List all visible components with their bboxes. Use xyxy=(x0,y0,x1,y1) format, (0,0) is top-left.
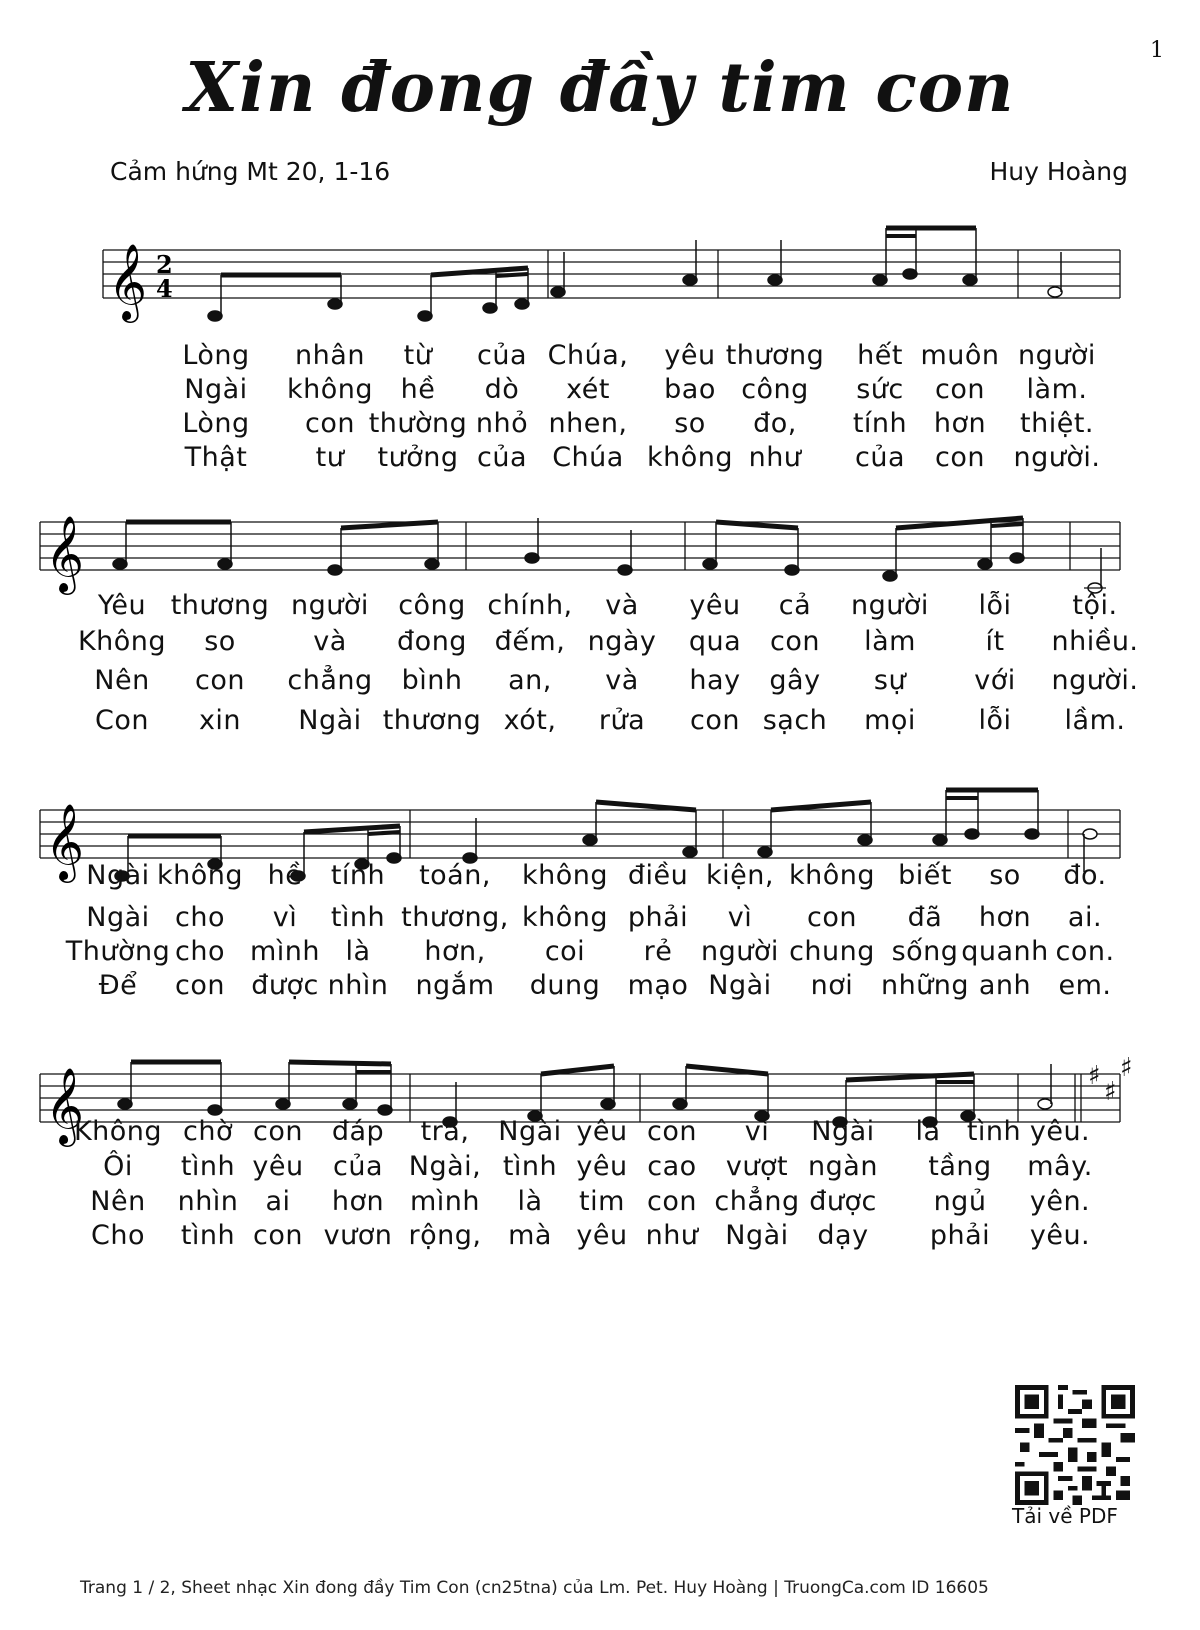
lyric-syllable: em. xyxy=(1058,970,1112,1001)
lyrics-1-verse-2 xyxy=(0,374,1200,408)
lyric-syllable: thương xyxy=(170,590,270,621)
lyric-syllable: tình xyxy=(180,1151,236,1182)
lyric-syllable: sự xyxy=(873,665,907,696)
composer-name: Huy Hoàng xyxy=(989,157,1128,186)
lyric-syllable: tình xyxy=(966,1116,1022,1147)
svg-text:♯: ♯ xyxy=(1088,1061,1101,1091)
lyric-syllable: Yêu xyxy=(97,590,147,621)
lyric-syllable: thường xyxy=(368,408,468,439)
lyric-syllable: hơn xyxy=(933,408,987,439)
lyric-syllable: đong xyxy=(397,626,467,657)
lyric-syllable: hơn, xyxy=(424,936,486,967)
lyric-syllable: Chúa, xyxy=(547,340,629,371)
lyric-syllable: hết xyxy=(857,340,903,371)
lyric-syllable: sức xyxy=(856,374,904,405)
lyrics-4-verse-1 xyxy=(0,1116,1200,1150)
music-system-3 xyxy=(0,760,1200,1030)
lyric-syllable: yêu xyxy=(664,340,716,371)
lyric-syllable: Thật xyxy=(184,442,248,473)
lyric-syllable: nhen, xyxy=(548,408,628,439)
lyric-syllable: và xyxy=(605,590,639,621)
lyric-syllable: không xyxy=(286,374,374,405)
lyric-syllable: anh xyxy=(978,970,1032,1001)
lyric-syllable: người. xyxy=(1051,665,1139,696)
lyric-syllable: ít xyxy=(985,626,1005,657)
lyric-syllable: điều xyxy=(627,860,689,891)
lyric-syllable: con xyxy=(175,970,225,1001)
lyric-syllable: so xyxy=(204,626,236,657)
lyric-syllable: chẳng xyxy=(287,665,373,696)
music-system-1 xyxy=(0,200,1200,473)
lyric-syllable: dò xyxy=(484,374,520,405)
page-footer: Trang 1 / 2, Sheet nhạc Xin đong đầy Tim Con (cn25tna) của Lm. Pet. Huy Hoàng | TruongCa.com ID 16605 xyxy=(80,1578,989,1598)
lyric-syllable: đo, xyxy=(753,408,797,439)
lyric-syllable: tầng xyxy=(928,1151,992,1182)
lyric-syllable: người xyxy=(701,936,779,967)
lyrics-1-verse-3 xyxy=(0,408,1200,442)
lyric-syllable: trả, xyxy=(420,1116,470,1147)
lyric-syllable: Lòng xyxy=(182,408,250,439)
lyric-syllable: con xyxy=(305,408,355,439)
lyric-syllable: Ngài xyxy=(708,970,772,1001)
lyric-syllable: tình xyxy=(502,1151,558,1182)
lyric-syllable: nhìn xyxy=(177,1186,239,1217)
svg-text:♯: ♯ xyxy=(1120,1053,1133,1083)
lyric-syllable: yêu xyxy=(576,1151,628,1182)
lyric-syllable: coi xyxy=(544,936,586,967)
lyric-syllable: hề xyxy=(267,860,303,891)
lyric-syllable: bao xyxy=(664,374,716,405)
lyric-syllable: yêu. xyxy=(1029,1220,1091,1251)
lyric-syllable: phải xyxy=(627,902,689,933)
lyric-syllable: yêu xyxy=(689,590,741,621)
lyrics-1-verse-1 xyxy=(0,340,1200,374)
lyric-syllable: thương xyxy=(725,340,825,371)
lyric-syllable: Lòng xyxy=(182,340,250,371)
lyric-syllable: chờ xyxy=(183,1116,233,1147)
staff-1 xyxy=(0,200,1200,340)
lyric-syllable: vươn xyxy=(323,1220,393,1251)
lyric-syllable: mình xyxy=(249,936,321,967)
lyric-syllable: không xyxy=(156,860,244,891)
inspiration-note: Cảm hứng Mt 20, 1-16 xyxy=(110,157,391,186)
lyric-syllable: thương xyxy=(382,705,482,736)
page-number: 1 xyxy=(1150,38,1164,63)
lyrics-1-verse-4 xyxy=(0,442,1200,476)
lyric-syllable: công xyxy=(398,590,466,621)
lyric-syllable: không xyxy=(521,860,609,891)
lyric-syllable: dạy xyxy=(817,1220,869,1251)
lyric-syllable: lỗi xyxy=(978,705,1012,736)
lyric-syllable: và xyxy=(605,665,639,696)
lyrics-2-verse-2 xyxy=(0,626,1200,660)
lyric-syllable: những xyxy=(880,970,970,1001)
lyric-syllable: con xyxy=(253,1116,303,1147)
lyric-syllable: cả xyxy=(778,590,812,621)
lyric-syllable: và xyxy=(313,626,347,657)
lyric-syllable: Ngài, xyxy=(408,1151,482,1182)
staff-2 xyxy=(0,472,1200,602)
music-system-4 xyxy=(0,1024,1200,1294)
lyric-syllable: người xyxy=(1018,340,1096,371)
lyric-syllable: Ngài xyxy=(298,705,362,736)
lyric-syllable: Thường xyxy=(65,936,171,967)
lyric-syllable: nhìn xyxy=(327,970,389,1001)
lyric-syllable: Không xyxy=(73,1116,163,1147)
lyric-syllable: của xyxy=(476,442,528,473)
lyric-syllable: người xyxy=(851,590,929,621)
lyric-syllable: tình xyxy=(330,902,386,933)
qr-code-icon[interactable] xyxy=(1015,1385,1135,1505)
lyrics-3-verse-1 xyxy=(0,860,1200,894)
lyric-syllable: là xyxy=(517,1186,543,1217)
treble-clef-icon: 𝄞 xyxy=(45,803,85,880)
lyric-syllable: được xyxy=(809,1186,877,1217)
lyric-syllable: công xyxy=(741,374,809,405)
lyric-syllable: mọi xyxy=(864,705,916,736)
song-title: Xin đong đầy tim con xyxy=(185,48,1015,128)
treble-clef-icon: 𝄞 xyxy=(108,243,148,320)
lyric-syllable: yêu. xyxy=(1029,1116,1091,1147)
lyric-syllable: Ngài xyxy=(86,860,150,891)
lyric-syllable: nơi xyxy=(810,970,854,1001)
lyric-syllable: tội. xyxy=(1072,590,1118,621)
lyric-syllable: chung xyxy=(789,936,875,967)
lyric-syllable: vì xyxy=(727,902,753,933)
lyric-syllable: rẻ xyxy=(643,936,673,967)
lyric-syllable: con xyxy=(935,442,985,473)
lyric-syllable: Ngài xyxy=(86,902,150,933)
lyric-syllable: Cho xyxy=(91,1220,145,1251)
lyric-syllable: đã xyxy=(907,902,943,933)
lyric-syllable: Ngài xyxy=(725,1220,789,1251)
lyric-syllable: nhỏ xyxy=(475,408,529,439)
lyric-syllable: kiện, xyxy=(706,860,774,891)
lyric-syllable: so xyxy=(989,860,1021,891)
lyric-syllable: làm xyxy=(864,626,916,657)
lyric-syllable: rửa xyxy=(598,705,646,736)
time-signature-top: 2 xyxy=(156,250,173,279)
lyrics-3-verse-4 xyxy=(0,970,1200,1004)
lyric-syllable: gây xyxy=(769,665,821,696)
lyric-syllable: Ôi xyxy=(103,1151,133,1182)
lyric-syllable: Để xyxy=(98,970,138,1001)
lyric-syllable: ngủ xyxy=(933,1186,987,1217)
lyric-syllable: vì xyxy=(272,902,298,933)
lyric-syllable: của xyxy=(854,442,906,473)
lyric-syllable: từ xyxy=(403,340,433,371)
lyric-syllable: ai xyxy=(265,1186,291,1217)
svg-text:♯: ♯ xyxy=(1104,1077,1117,1107)
lyric-syllable: Con xyxy=(95,705,149,736)
lyric-syllable: chẳng xyxy=(714,1186,800,1217)
lyric-syllable: con. xyxy=(1055,936,1115,967)
lyric-syllable: thương, xyxy=(401,902,509,933)
lyric-syllable: không xyxy=(788,860,876,891)
lyric-syllable: con xyxy=(770,626,820,657)
download-pdf-link[interactable]: Tải về PDF xyxy=(1012,1504,1118,1528)
lyric-syllable: với xyxy=(974,665,1016,696)
lyric-syllable: không xyxy=(521,902,609,933)
lyric-syllable: là xyxy=(345,936,371,967)
lyric-syllable: làm. xyxy=(1026,374,1088,405)
lyric-syllable: tưởng xyxy=(377,442,459,473)
lyric-syllable: cho xyxy=(175,936,225,967)
lyric-syllable: lỗi xyxy=(978,590,1012,621)
lyric-syllable: nhân xyxy=(295,340,365,371)
lyric-syllable: chính, xyxy=(487,590,573,621)
lyric-syllable: bình xyxy=(401,665,463,696)
lyric-syllable: vượt xyxy=(725,1151,789,1182)
lyrics-2-verse-1 xyxy=(0,590,1200,624)
lyric-syllable: quanh xyxy=(961,936,1049,967)
lyric-syllable: đo. xyxy=(1063,860,1107,891)
lyric-syllable: cho xyxy=(175,902,225,933)
key-signature-sharps-icon xyxy=(1088,1053,1133,1107)
lyric-syllable: nhiều. xyxy=(1051,626,1139,657)
lyric-syllable: so xyxy=(674,408,706,439)
lyric-syllable: tư xyxy=(315,442,345,473)
lyric-syllable: con xyxy=(690,705,740,736)
lyric-syllable: ngàn xyxy=(808,1151,878,1182)
lyric-syllable: con xyxy=(195,665,245,696)
lyric-syllable: Chúa xyxy=(552,442,624,473)
lyric-syllable: cao xyxy=(647,1151,697,1182)
lyrics-2-verse-4 xyxy=(0,705,1200,739)
lyric-syllable: Nên xyxy=(94,665,150,696)
lyric-syllable: tình xyxy=(180,1220,236,1251)
lyrics-3-verse-3 xyxy=(0,936,1200,970)
lyric-syllable: Nên xyxy=(90,1186,146,1217)
lyric-syllable: muôn xyxy=(920,340,1000,371)
lyric-syllable: đếm, xyxy=(494,626,566,657)
lyric-syllable: ai. xyxy=(1067,902,1103,933)
lyric-syllable: hề xyxy=(400,374,436,405)
lyric-syllable: rộng, xyxy=(408,1220,482,1251)
music-system-2 xyxy=(0,472,1200,742)
lyric-syllable: con xyxy=(935,374,985,405)
lyric-syllable: xin xyxy=(198,705,242,736)
lyric-syllable: hơn xyxy=(978,902,1032,933)
lyric-syllable: mạo xyxy=(627,970,689,1001)
lyric-syllable: của xyxy=(476,340,528,371)
lyric-syllable: hay xyxy=(689,665,741,696)
lyric-syllable: của xyxy=(332,1151,384,1182)
lyric-syllable: an, xyxy=(508,665,552,696)
lyric-syllable: ngắm xyxy=(415,970,495,1001)
lyric-syllable: như xyxy=(748,442,802,473)
lyrics-3-verse-2 xyxy=(0,902,1200,936)
lyric-syllable: phải xyxy=(929,1220,991,1251)
time-signature-bottom: 4 xyxy=(156,274,173,303)
treble-clef-icon: 𝄞 xyxy=(45,515,85,592)
lyric-syllable: yêu xyxy=(252,1151,304,1182)
lyric-syllable: yêu xyxy=(576,1220,628,1251)
lyric-syllable: con xyxy=(647,1186,697,1217)
lyrics-4-verse-3 xyxy=(0,1186,1200,1220)
treble-clef-icon: 𝄞 xyxy=(45,1067,85,1144)
notes-2 xyxy=(113,518,1106,593)
lyric-syllable: con xyxy=(807,902,857,933)
lyrics-4-verse-2 xyxy=(0,1151,1200,1185)
lyric-syllable: xót, xyxy=(503,705,557,736)
lyric-syllable: toán, xyxy=(419,860,491,891)
lyric-syllable: qua xyxy=(688,626,742,657)
lyric-syllable: được xyxy=(251,970,319,1001)
lyric-syllable: mây. xyxy=(1027,1151,1093,1182)
lyric-syllable: Ngài xyxy=(184,374,248,405)
lyric-syllable: Không xyxy=(77,626,167,657)
lyric-syllable: xét xyxy=(566,374,610,405)
lyric-syllable: mà xyxy=(508,1220,552,1251)
lyric-syllable: tính xyxy=(330,860,386,891)
lyric-syllable: tim xyxy=(579,1186,625,1217)
lyric-syllable: con xyxy=(647,1116,697,1147)
lyric-syllable: là xyxy=(915,1116,941,1147)
lyric-syllable: yêu xyxy=(576,1116,628,1147)
lyric-syllable: Ngài xyxy=(811,1116,875,1147)
lyric-syllable: người. xyxy=(1013,442,1101,473)
lyric-syllable: thiệt. xyxy=(1020,408,1094,439)
lyric-syllable: sống xyxy=(891,936,959,967)
lyric-syllable: sạch xyxy=(762,705,828,736)
lyrics-2-verse-3 xyxy=(0,665,1200,699)
lyric-syllable: tính xyxy=(852,408,908,439)
lyric-syllable: Ngài xyxy=(498,1116,562,1147)
lyric-syllable: không xyxy=(646,442,734,473)
lyric-syllable: đáp xyxy=(331,1116,385,1147)
lyric-syllable: con xyxy=(253,1220,303,1251)
lyric-syllable: vì xyxy=(744,1116,770,1147)
lyric-syllable: như xyxy=(645,1220,699,1251)
lyric-syllable: yên. xyxy=(1029,1186,1091,1217)
lyric-syllable: mình xyxy=(409,1186,481,1217)
lyric-syllable: ngày xyxy=(587,626,657,657)
lyric-syllable: biết xyxy=(898,860,952,891)
lyric-syllable: dung xyxy=(529,970,601,1001)
lyric-syllable: người xyxy=(291,590,369,621)
lyric-syllable: lầm. xyxy=(1064,705,1126,736)
lyric-syllable: hơn xyxy=(331,1186,385,1217)
lyrics-4-verse-4 xyxy=(0,1220,1200,1254)
